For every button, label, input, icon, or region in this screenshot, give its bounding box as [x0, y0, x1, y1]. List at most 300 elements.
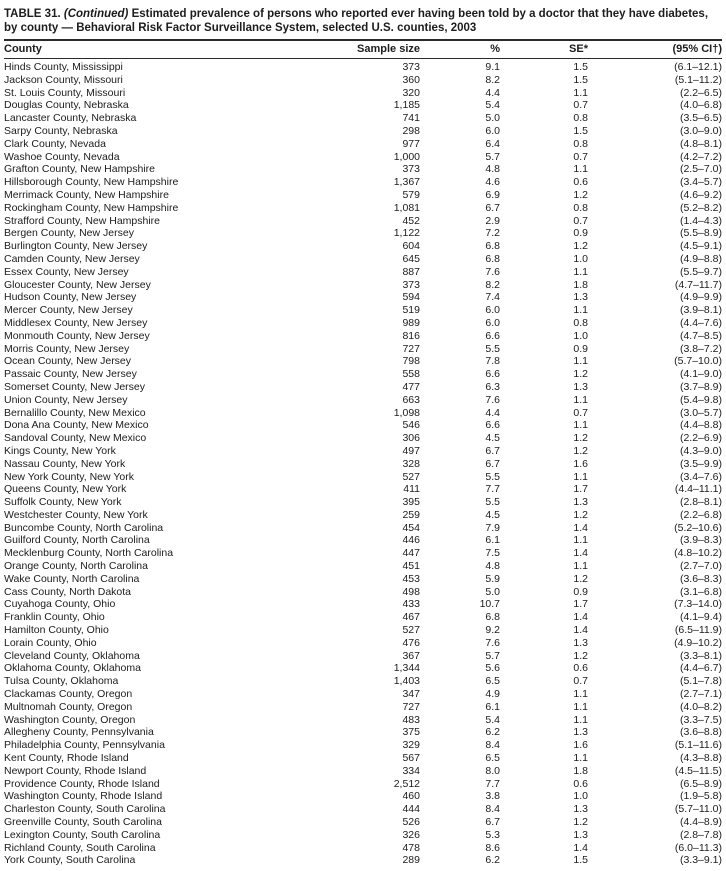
cell-ci: (3.8–7.2) — [679, 342, 722, 355]
column-header-ci: (95% CI†) — [588, 40, 722, 59]
cell-sample-size: 519 — [402, 304, 420, 317]
cell-ci: (4.3–9.0) — [679, 444, 722, 457]
table-row — [4, 522, 722, 535]
cell-county: Rockingham County, New Hampshire — [4, 201, 179, 214]
cell-ci: (5.5–8.9) — [679, 227, 722, 240]
cell-ci: (6.1–12.1) — [674, 61, 722, 73]
cell-se: 1.2 — [573, 572, 588, 585]
cell-sample-size: 1,098 — [393, 406, 420, 419]
table-row — [4, 829, 722, 842]
cell-pct: 6.5 — [485, 752, 500, 765]
cell-pct: 6.0 — [485, 304, 500, 317]
cell-ci: (3.5–9.9) — [679, 457, 722, 470]
table-row — [4, 304, 722, 317]
cell-county: New York County, New York — [4, 470, 134, 483]
cell-pct: 4.8 — [485, 560, 500, 573]
cell-pct: 7.6 — [485, 393, 500, 406]
cell-ci: (1.9–5.8) — [679, 790, 722, 803]
table-row — [4, 496, 722, 509]
table-title-prefix: TABLE 31. — [4, 8, 61, 20]
cell-sample-size: 977 — [402, 137, 420, 150]
cell-sample-size: 477 — [402, 380, 420, 393]
cell-ci: (4.4–7.6) — [679, 316, 722, 329]
table-row — [4, 573, 722, 586]
table-row — [4, 739, 722, 752]
cell-county: Charleston County, South Carolina — [4, 803, 166, 816]
cell-pct: 4.5 — [485, 508, 500, 521]
cell-sample-size: 727 — [402, 700, 420, 713]
cell-sample-size: 645 — [402, 252, 420, 265]
cell-county: Hamilton County, Ohio — [4, 624, 109, 637]
cell-sample-size: 289 — [402, 854, 420, 867]
cell-sample-size: 526 — [402, 816, 420, 829]
cell-pct: 9.2 — [485, 624, 500, 637]
cell-pct: 6.0 — [485, 124, 500, 137]
cell-sample-size: 444 — [402, 803, 420, 816]
table-row — [4, 368, 722, 381]
cell-pct: 8.2 — [485, 73, 500, 86]
cell-se: 1.1 — [573, 86, 588, 99]
cell-se: 1.1 — [573, 304, 588, 317]
table-row — [4, 317, 722, 330]
cell-ci: (3.0–9.0) — [679, 124, 722, 137]
cell-county: Buncombe County, North Carolina — [4, 521, 164, 534]
cell-ci: (5.4–9.8) — [679, 393, 722, 406]
cell-ci: (6.0–11.3) — [674, 841, 722, 854]
cell-sample-size: 476 — [402, 636, 420, 649]
cell-sample-size: 816 — [402, 329, 420, 342]
cell-se: 1.5 — [573, 854, 588, 867]
cell-ci: (5.1–7.8) — [679, 675, 722, 688]
cell-sample-size: 1,000 — [393, 150, 420, 163]
table-row — [4, 483, 722, 496]
cell-ci: (5.5–9.7) — [679, 265, 722, 278]
cell-pct: 6.7 — [485, 201, 500, 214]
column-header-sample-size: Sample size — [354, 40, 420, 59]
cell-pct: 5.5 — [485, 342, 500, 355]
cell-pct: 6.6 — [485, 368, 500, 381]
cell-se: 1.1 — [573, 688, 588, 701]
cell-ci: (2.2–6.5) — [679, 86, 722, 99]
cell-ci: (4.4–6.7) — [679, 662, 722, 675]
cell-pct: 6.7 — [485, 444, 500, 457]
cell-pct: 6.2 — [485, 854, 500, 867]
cell-sample-size: 527 — [402, 470, 420, 483]
cell-county: Washoe County, Nevada — [4, 150, 120, 163]
cell-county: Middlesex County, New Jersey — [4, 316, 148, 329]
cell-sample-size: 1,367 — [393, 176, 420, 189]
cell-sample-size: 373 — [402, 278, 420, 291]
cell-sample-size: 498 — [402, 585, 420, 598]
cell-county: Camden County, New Jersey — [4, 252, 140, 265]
cell-county: Ocean County, New Jersey — [4, 355, 132, 368]
table-row — [4, 394, 722, 407]
cell-sample-size: 454 — [402, 521, 420, 534]
cell-pct: 6.7 — [485, 457, 500, 470]
cell-se: 1.3 — [573, 803, 588, 816]
table-row — [4, 99, 722, 112]
cell-county: Essex County, New Jersey — [4, 265, 129, 278]
cell-ci: (5.2–10.6) — [674, 521, 722, 534]
cell-county: Morris County, New Jersey — [4, 342, 130, 355]
cell-pct: 5.4 — [485, 99, 500, 112]
table-row — [4, 87, 722, 100]
cell-sample-size: 326 — [402, 828, 420, 841]
cell-county: Mercer County, New Jersey — [4, 304, 133, 317]
cell-ci: (2.5–7.0) — [679, 163, 722, 176]
cell-ci: (3.4–5.7) — [679, 176, 722, 189]
cell-se: 1.1 — [573, 752, 588, 765]
table-row — [4, 407, 722, 420]
cell-county: Hinds County, Mississippi — [4, 61, 123, 73]
cell-se: 1.4 — [573, 611, 588, 624]
cell-ci: (4.9–8.8) — [679, 252, 722, 265]
cell-county: Mecklenburg County, North Carolina — [4, 547, 174, 560]
cell-county: Greenville County, South Carolina — [4, 816, 162, 829]
cell-county: Orange County, North Carolina — [4, 560, 148, 573]
cell-se: 1.2 — [573, 188, 588, 201]
table-row — [4, 534, 722, 547]
table-row — [4, 854, 722, 867]
table-row — [4, 202, 722, 215]
cell-pct: 7.6 — [485, 636, 500, 649]
cell-se: 1.3 — [573, 636, 588, 649]
cell-se: 1.0 — [573, 252, 588, 265]
cell-pct: 6.8 — [485, 252, 500, 265]
table-row — [4, 291, 722, 304]
cell-ci: (5.7–11.0) — [674, 803, 722, 816]
cell-pct: 8.6 — [485, 841, 500, 854]
cell-county: Merrimack County, New Hampshire — [4, 188, 169, 201]
cell-pct: 6.0 — [485, 316, 500, 329]
cell-ci: (4.0–6.8) — [679, 99, 722, 112]
cell-sample-size: 727 — [402, 342, 420, 355]
cell-county: Oklahoma County, Oklahoma — [4, 662, 141, 675]
table-title-continued: (Continued) — [63, 8, 129, 20]
cell-se: 1.8 — [573, 278, 588, 291]
cell-sample-size: 567 — [402, 752, 420, 765]
cell-county: Allegheny County, Pennsylvania — [4, 726, 154, 739]
cell-pct: 6.1 — [485, 700, 500, 713]
cell-sample-size: 1,122 — [393, 227, 420, 240]
table-row — [4, 253, 722, 266]
cell-county: Richland County, South Carolina — [4, 841, 156, 854]
table-row — [4, 330, 722, 343]
cell-sample-size: 446 — [402, 534, 420, 547]
table-row — [4, 624, 722, 637]
table-row — [4, 176, 722, 189]
cell-pct: 4.4 — [485, 86, 500, 99]
cell-pct: 6.1 — [485, 534, 500, 547]
cell-sample-size: 604 — [402, 240, 420, 253]
cell-sample-size: 558 — [402, 368, 420, 381]
cell-ci: (2.8–8.1) — [679, 496, 722, 509]
cell-sample-size: 298 — [402, 124, 420, 137]
table-row — [4, 419, 722, 432]
cell-county: Cass County, North Dakota — [4, 585, 132, 598]
cell-se: 1.3 — [573, 726, 588, 739]
column-header-se: SE* — [500, 40, 588, 59]
table-row — [4, 650, 722, 663]
cell-se: 0.8 — [573, 112, 588, 125]
cell-sample-size: 594 — [402, 291, 420, 304]
cell-sample-size: 467 — [402, 611, 420, 624]
table-row — [4, 778, 722, 791]
cell-county: St. Louis County, Missouri — [4, 86, 126, 99]
table-row — [4, 279, 722, 292]
cell-sample-size: 1,081 — [393, 201, 420, 214]
table-row — [4, 688, 722, 701]
table-header — [4, 40, 722, 59]
cell-se: 1.0 — [573, 329, 588, 342]
cell-se: 1.1 — [573, 700, 588, 713]
cell-ci: (3.3–8.1) — [679, 649, 722, 662]
cell-county: Jackson County, Missouri — [4, 73, 123, 86]
cell-county: Grafton County, New Hampshire — [4, 163, 155, 176]
cell-county: Newport County, Rhode Island — [4, 764, 147, 777]
cell-sample-size: 497 — [402, 444, 420, 457]
cell-pct: 8.2 — [485, 278, 500, 291]
cell-se: 0.7 — [573, 150, 588, 163]
cell-se: 1.3 — [573, 291, 588, 304]
table-row — [4, 125, 722, 138]
table-body — [4, 59, 722, 868]
table-row — [4, 726, 722, 739]
cell-pct: 6.9 — [485, 188, 500, 201]
cell-ci: (1.4–4.3) — [679, 214, 722, 227]
cell-pct: 4.6 — [485, 176, 500, 189]
cell-pct: 7.5 — [485, 547, 500, 560]
table-row — [4, 458, 722, 471]
cell-county: Franklin County, Ohio — [4, 611, 105, 624]
cell-se: 1.1 — [573, 534, 588, 547]
cell-county: Hudson County, New Jersey — [4, 291, 137, 304]
cell-county: Guilford County, North Carolina — [4, 534, 150, 547]
cell-ci: (3.6–8.3) — [679, 572, 722, 585]
cell-pct: 6.7 — [485, 816, 500, 829]
cell-ci: (4.8–8.1) — [679, 137, 722, 150]
cell-pct: 6.5 — [485, 675, 500, 688]
cell-sample-size: 375 — [402, 726, 420, 739]
cell-sample-size: 306 — [402, 432, 420, 445]
cell-sample-size: 395 — [402, 496, 420, 509]
cell-ci: (2.2–6.9) — [679, 432, 722, 445]
table-row — [4, 74, 722, 87]
cell-ci: (3.0–5.7) — [679, 406, 722, 419]
cell-county: Sandoval County, New Mexico — [4, 432, 147, 445]
cell-pct: 7.6 — [485, 265, 500, 278]
cell-county: Queens County, New York — [4, 483, 127, 496]
cell-se: 1.6 — [573, 457, 588, 470]
cell-se: 1.1 — [573, 163, 588, 176]
cell-sample-size: 2,512 — [393, 777, 420, 790]
cell-se: 1.2 — [573, 240, 588, 253]
table-row — [4, 637, 722, 650]
cell-sample-size: 483 — [402, 713, 420, 726]
cell-ci: (6.5–8.9) — [679, 777, 722, 790]
cell-pct: 10.7 — [479, 598, 500, 611]
cell-pct: 8.4 — [485, 739, 500, 752]
cell-sample-size: 360 — [402, 73, 420, 86]
cell-sample-size: 451 — [402, 560, 420, 573]
table-row — [4, 509, 722, 522]
cell-county: Tulsa County, Oklahoma — [4, 675, 119, 688]
cell-se: 1.2 — [573, 432, 588, 445]
cell-se: 0.7 — [573, 675, 588, 688]
cell-ci: (3.3–7.5) — [679, 713, 722, 726]
cell-se: 1.8 — [573, 764, 588, 777]
cell-se: 1.4 — [573, 521, 588, 534]
table-row — [4, 611, 722, 624]
cell-se: 1.1 — [573, 419, 588, 432]
cell-sample-size: 478 — [402, 841, 420, 854]
table-row — [4, 547, 722, 560]
table-row — [4, 445, 722, 458]
cell-pct: 7.9 — [485, 521, 500, 534]
cell-ci: (4.8–10.2) — [674, 547, 722, 560]
cell-ci: (4.7–8.5) — [679, 329, 722, 342]
cell-se: 1.2 — [573, 508, 588, 521]
cell-se: 1.1 — [573, 713, 588, 726]
cell-pct: 5.9 — [485, 572, 500, 585]
cell-se: 1.4 — [573, 841, 588, 854]
cell-pct: 6.4 — [485, 137, 500, 150]
cell-se: 1.4 — [573, 547, 588, 560]
cell-sample-size: 334 — [402, 764, 420, 777]
cell-ci: (5.7–10.0) — [674, 355, 722, 368]
cell-se: 1.3 — [573, 828, 588, 841]
cell-pct: 6.3 — [485, 380, 500, 393]
table-row — [4, 59, 722, 74]
cell-se: 1.6 — [573, 739, 588, 752]
cell-ci: (4.4–11.1) — [674, 483, 722, 496]
cell-pct: 5.4 — [485, 713, 500, 726]
cell-ci: (4.9–9.9) — [679, 291, 722, 304]
cell-county: Clackamas County, Oregon — [4, 688, 133, 701]
table-row — [4, 471, 722, 484]
cell-county: Multnomah County, Oregon — [4, 700, 133, 713]
cell-ci: (4.5–11.5) — [674, 764, 722, 777]
cell-county: Hillsborough County, New Hampshire — [4, 176, 179, 189]
cell-se: 1.1 — [573, 265, 588, 278]
table-row — [4, 701, 722, 714]
cell-se: 1.1 — [573, 560, 588, 573]
cell-pct: 5.0 — [485, 112, 500, 125]
cell-pct: 5.5 — [485, 496, 500, 509]
cell-ci: (3.7–8.9) — [679, 380, 722, 393]
cell-se: 1.2 — [573, 816, 588, 829]
cell-sample-size: 546 — [402, 419, 420, 432]
cell-se: 1.2 — [573, 649, 588, 662]
cell-county: Gloucester County, New Jersey — [4, 278, 151, 291]
cell-county: Bernalillo County, New Mexico — [4, 406, 146, 419]
cell-ci: (2.7–7.0) — [679, 560, 722, 573]
cell-se: 1.3 — [573, 496, 588, 509]
table-row — [4, 842, 722, 855]
cell-ci: (4.6–9.2) — [679, 188, 722, 201]
cell-sample-size: 887 — [402, 265, 420, 278]
table-row — [4, 215, 722, 228]
cell-pct: 2.9 — [485, 214, 500, 227]
cell-pct: 4.5 — [485, 432, 500, 445]
cell-sample-size: 663 — [402, 393, 420, 406]
cell-pct: 5.3 — [485, 828, 500, 841]
cell-sample-size: 373 — [402, 61, 420, 73]
cell-ci: (6.5–11.9) — [674, 624, 722, 637]
cell-se: 0.9 — [573, 585, 588, 598]
table-row — [4, 752, 722, 765]
cell-ci: (5.2–8.2) — [679, 201, 722, 214]
table-row — [4, 343, 722, 356]
table-row — [4, 598, 722, 611]
cell-pct: 5.7 — [485, 649, 500, 662]
cell-county: Bergen County, New Jersey — [4, 227, 134, 240]
table-title-text: Estimated prevalence of persons who reported ever having been told by a doctor that they have diabetes, by county — Behavioral Risk Factor Surveillance System, selected U.S. counties, 2003 — [4, 8, 709, 34]
cell-county: Cuyahoga County, Ohio — [4, 598, 116, 611]
cell-pct: 6.2 — [485, 726, 500, 739]
cell-pct: 3.8 — [485, 790, 500, 803]
cell-county: Lancaster County, Nebraska — [4, 112, 137, 125]
cell-pct: 8.0 — [485, 764, 500, 777]
cell-ci: (7.3–14.0) — [674, 598, 722, 611]
cell-se: 1.4 — [573, 624, 588, 637]
table-row — [4, 662, 722, 675]
cell-pct: 4.8 — [485, 163, 500, 176]
cell-ci: (3.9–8.3) — [679, 534, 722, 547]
cell-ci: (4.5–9.1) — [679, 240, 722, 253]
cell-county: Nassau County, New York — [4, 457, 126, 470]
cell-county: Washington County, Rhode Island — [4, 790, 163, 803]
cell-ci: (5.1–11.6) — [674, 739, 722, 752]
cell-sample-size: 989 — [402, 316, 420, 329]
cell-sample-size: 460 — [402, 790, 420, 803]
cell-county: Washington County, Oregon — [4, 713, 136, 726]
cell-county: York County, South Carolina — [4, 854, 136, 867]
table-row — [4, 816, 722, 829]
cell-se: 1.2 — [573, 368, 588, 381]
cell-ci: (4.7–11.7) — [674, 278, 722, 291]
table-row — [4, 355, 722, 368]
cell-pct: 9.1 — [485, 61, 500, 73]
table-header-row — [4, 40, 722, 59]
cell-county: Lexington County, South Carolina — [4, 828, 161, 841]
table-row — [4, 765, 722, 778]
cell-pct: 8.4 — [485, 803, 500, 816]
table-row — [4, 151, 722, 164]
cell-sample-size: 367 — [402, 649, 420, 662]
cell-county: Cleveland County, Oklahoma — [4, 649, 140, 662]
cell-county: Sarpy County, Nebraska — [4, 124, 118, 137]
cell-county: Strafford County, New Hampshire — [4, 214, 161, 227]
table-row — [4, 790, 722, 803]
cell-county: Wake County, North Carolina — [4, 572, 140, 585]
cell-se: 0.6 — [573, 176, 588, 189]
cell-pct: 7.2 — [485, 227, 500, 240]
cell-county: Monmouth County, New Jersey — [4, 329, 150, 342]
cell-sample-size: 579 — [402, 188, 420, 201]
table-row — [4, 432, 722, 445]
cell-se: 1.1 — [573, 470, 588, 483]
cell-ci: (4.4–8.9) — [679, 816, 722, 829]
table-row — [4, 189, 722, 202]
cell-ci: (4.2–7.2) — [679, 150, 722, 163]
cell-pct: 6.6 — [485, 419, 500, 432]
cell-pct: 4.4 — [485, 406, 500, 419]
cell-sample-size: 741 — [402, 112, 420, 125]
cell-sample-size: 320 — [402, 86, 420, 99]
cell-county: Passaic County, New Jersey — [4, 368, 137, 381]
cell-pct: 6.8 — [485, 611, 500, 624]
